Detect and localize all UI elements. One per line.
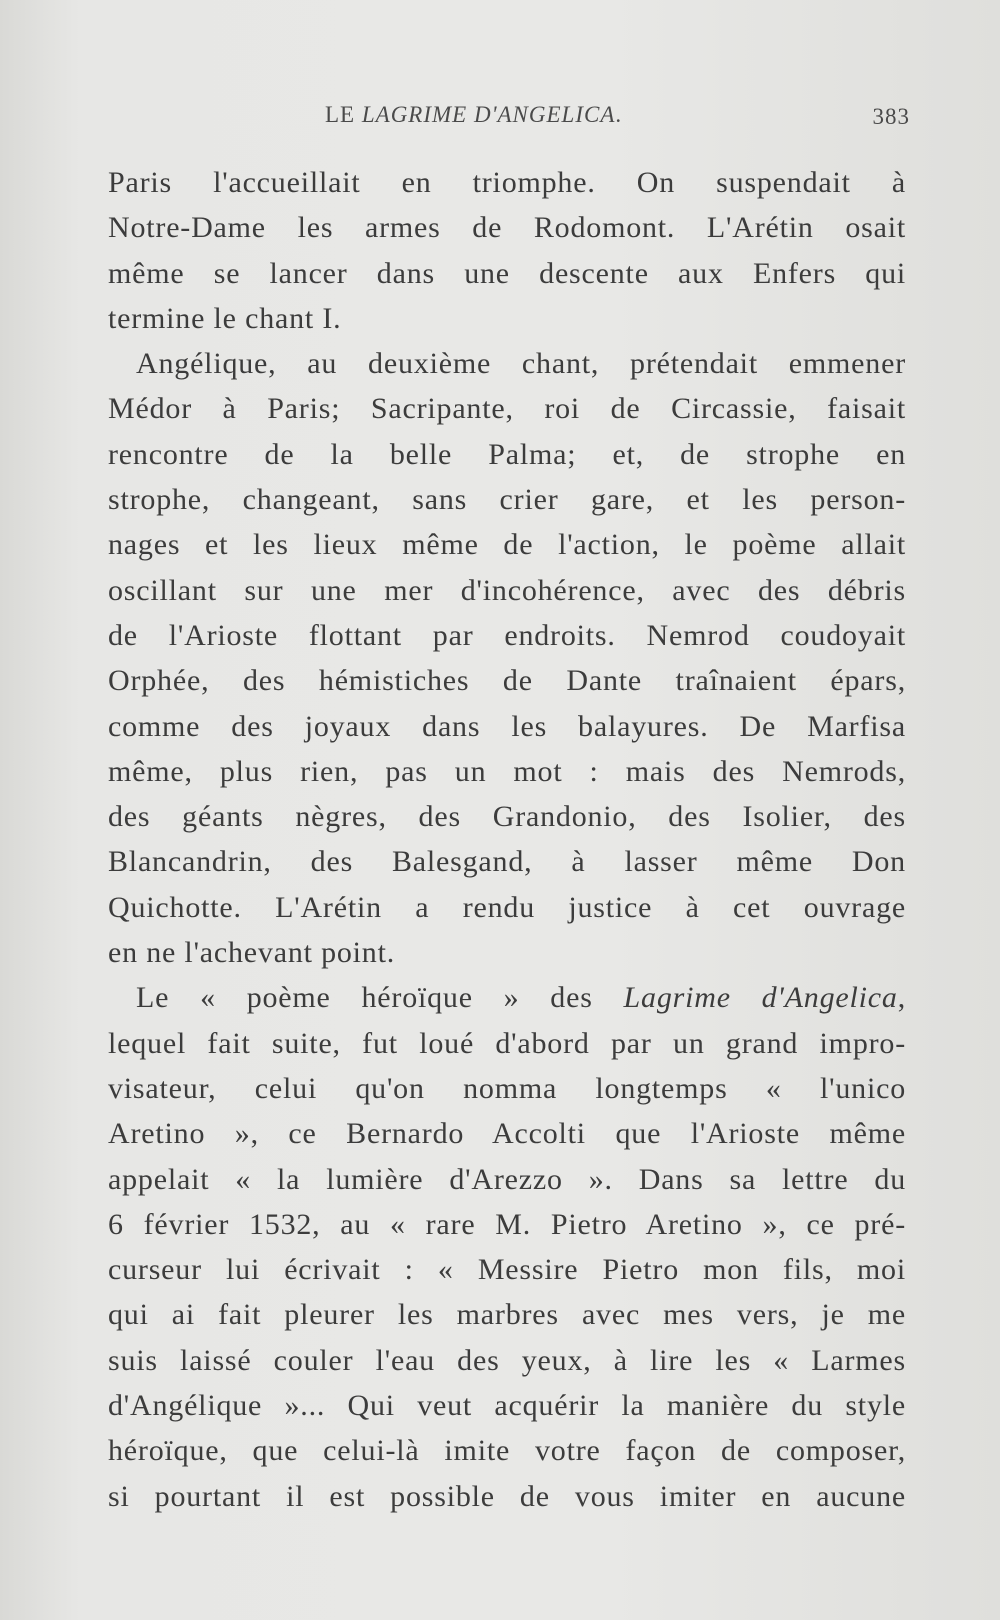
text-line: héroïque, que celui-là imite votre façon de composer,	[108, 1434, 906, 1468]
text-line: lequel fait suite, fut loué d'abord par un grand impro-	[108, 1026, 906, 1060]
text-line: visateur, celui qu'on nomma longtemps « l'unico	[108, 1071, 906, 1105]
text-line: appelait « la lumière d'Arezzo ». Dans sa lettre du	[108, 1162, 906, 1196]
text-line: de l'Arioste flottant par endroits. Nemrod coudoyait	[108, 618, 906, 652]
text-line: Orphée, des hémistiches de Dante traînaient épars,	[108, 664, 906, 698]
text-line: d'Angélique »... Qui veut acquérir la manière du style	[108, 1389, 906, 1423]
page-number: 383	[872, 104, 910, 129]
text-line-mixed	[108, 975, 906, 1020]
text-line: Quichotte. L'Arétin a rendu justice à cet ouvrage	[108, 890, 906, 924]
text-line: oscillant sur une mer d'incohérence, avec des débris	[108, 573, 906, 607]
text-line: même, plus rien, pas un mot : mais des Nemrods,	[108, 754, 906, 788]
running-title-suffix: .	[615, 102, 623, 127]
running-title-prefix: LE	[325, 102, 362, 127]
text-segment: ,	[897, 981, 906, 1015]
text-line: des géants nègres, des Grandonio, des Isolier, des	[108, 800, 906, 834]
text-line: Paris l'accueillait en triomphe. On suspendait à	[108, 166, 906, 199]
text-line: Médor à Paris; Sacripante, roi de Circassie, faisait	[108, 392, 906, 426]
running-head	[110, 102, 910, 138]
running-title-italic: LAGRIME D'ANGELICA	[361, 102, 616, 127]
text-line: comme des joyaux dans les balayures. De Marfisa	[108, 709, 906, 743]
text-line: même se lancer dans une descente aux Enfers qui	[108, 256, 906, 290]
italic-title: Lagrime d'Angelica	[623, 981, 898, 1015]
text-line: qui ai fait pleurer les marbres avec mes vers, je me	[108, 1298, 906, 1332]
text-line: curseur lui écrivait : « Messire Pietro mon fils, moi	[108, 1253, 906, 1287]
text-segment: Le « poème héroïque » des	[136, 981, 624, 1015]
text-line: strophe, changeant, sans crier gare, et les person-	[108, 483, 906, 517]
running-title	[325, 102, 622, 128]
body-text	[108, 160, 906, 1519]
text-line: si pourtant il est possible de vous imiter en aucune	[108, 1479, 906, 1513]
text-line: rencontre de la belle Palma; et, de strophe en	[108, 437, 906, 471]
text-line: 6 février 1532, au « rare M. Pietro Aretino », ce pré-	[108, 1207, 906, 1241]
text-line: Angélique, au deuxième chant, prétendait emmener	[136, 347, 906, 381]
text-line: termine le chant I.	[108, 301, 342, 335]
text-line: en ne l'achevant point.	[108, 936, 396, 970]
text-line: suis laissé couler l'eau des yeux, à lire les « Larmes	[108, 1343, 906, 1377]
text-line: Notre-Dame les armes de Rodomont. L'Arétin osait	[108, 211, 906, 245]
text-line: Blancandrin, des Balesgand, à lasser même Don	[108, 845, 906, 879]
text-line: Aretino », ce Bernardo Accolti que l'Arioste même	[108, 1117, 906, 1151]
text-line: nages et les lieux même de l'action, le poème allait	[108, 528, 906, 562]
